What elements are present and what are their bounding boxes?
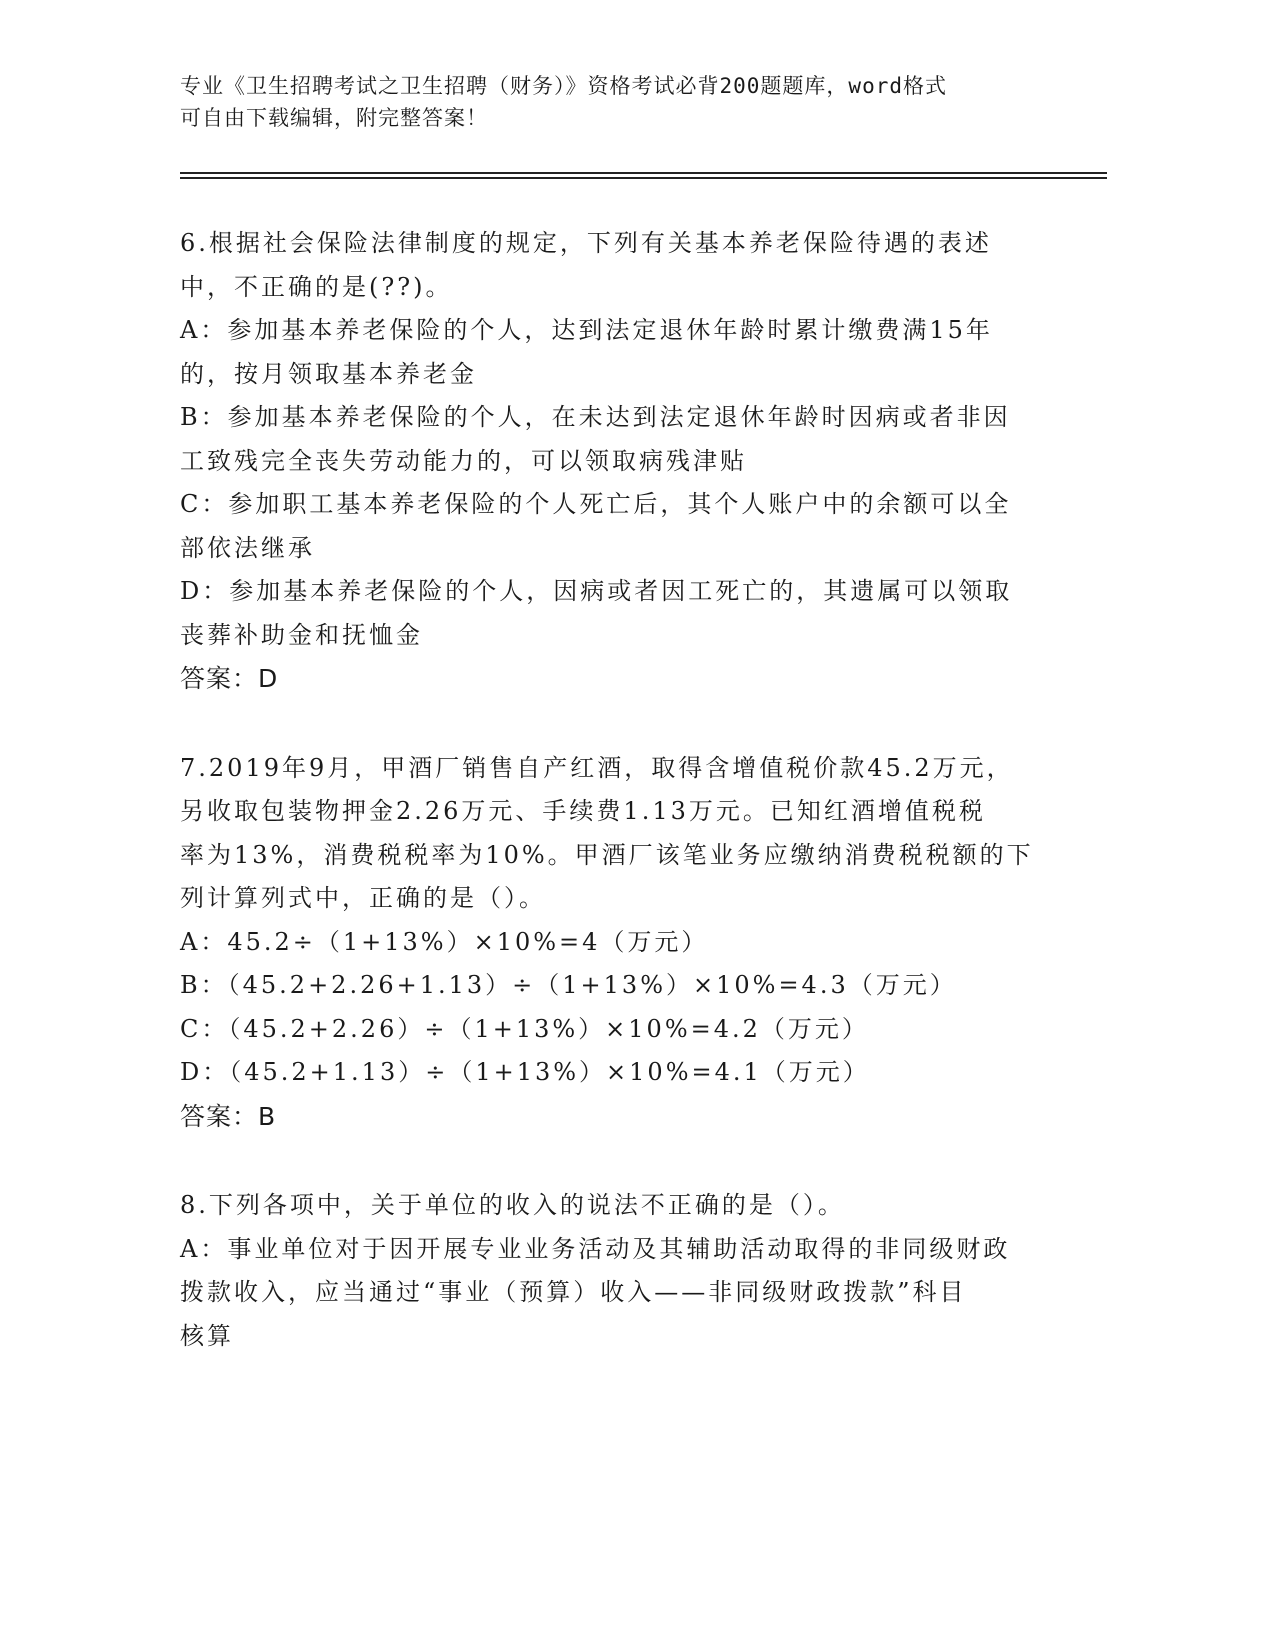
- question-stem-line: 6.根据社会保险法律制度的规定，下列有关基本养老保险待遇的表述: [180, 229, 992, 257]
- option-d: [180, 1051, 1060, 1095]
- option-c: [180, 1008, 1060, 1052]
- option-line: A：参加基本养老保险的个人，达到法定退休年龄时累计缴费满15年: [180, 316, 993, 344]
- option-line: A：事业单位对于因开展专业业务活动及其辅助活动取得的非同级财政: [180, 1234, 1011, 1263]
- question-8: [180, 1184, 1060, 1358]
- option-line: 丧葬补助金和抚恤金: [180, 620, 423, 649]
- header-divider-top: [180, 172, 1107, 174]
- option-line: 核算: [180, 1321, 234, 1350]
- option-line: B：（45.2+2.26+1.13）÷（1+13%）×10%=4.3（万元）: [180, 971, 957, 999]
- option-line: 的，按月领取基本养老金: [180, 359, 477, 388]
- option-line: 部依法继承: [180, 533, 315, 562]
- question-stem-line: 8.下列各项中，关于单位的收入的说法不正确的是（）。: [180, 1191, 845, 1219]
- option-line: 拨款收入，应当通过“事业（预算）收入——非同级财政拨款”科目: [180, 1278, 967, 1306]
- option-b: [180, 396, 1060, 483]
- question-list: [180, 222, 1060, 1404]
- option-a: [180, 921, 1060, 965]
- answer-line: 答案：B: [180, 1101, 277, 1131]
- option-c: [180, 483, 1060, 570]
- question-6: [180, 222, 1060, 701]
- question-stem-line: 列计算列式中，正确的是（）。: [180, 884, 546, 912]
- option-a: [180, 1228, 1060, 1359]
- option-line: C：（45.2+2.26）÷（1+13%）×10%=4.2（万元）: [180, 1014, 869, 1043]
- header-title-line-1: 专业《卫生招聘考试之卫生招聘（财务）》资格考试必背200题题库，word格式: [180, 74, 947, 98]
- option-line: A：45.2÷（1+13%）×10%=4（万元）: [180, 927, 709, 956]
- document-header: [180, 70, 1060, 134]
- option-line: D：（45.2+1.13）÷（1+13%）×10%=4.1（万元）: [180, 1058, 870, 1086]
- option-line: C：参加职工基本养老保险的个人死亡后，其个人账户中的余额可以全: [180, 490, 1012, 518]
- option-line: D：参加基本养老保险的个人，因病或者因工死亡的，其遗属可以领取: [180, 577, 1013, 605]
- question-stem-line: 7.2019年9月，甲酒厂销售自产红酒，取得含增值税价款45.2万元，: [180, 753, 1014, 782]
- header-divider-bottom: [180, 177, 1107, 179]
- option-b: [180, 964, 1060, 1008]
- question-stem-line: 率为13%，消费税税率为10%。甲酒厂该笔业务应缴纳消费税税额的下: [180, 840, 1034, 869]
- option-a: [180, 309, 1060, 396]
- option-line: B：参加基本养老保险的个人，在未达到法定退休年龄时因病或者非因: [180, 403, 1011, 431]
- option-d: [180, 570, 1060, 657]
- question-7: [180, 747, 1060, 1139]
- header-title-line-2: 可自由下载编辑，附完整答案！: [180, 106, 488, 130]
- answer-line: 答案：D: [180, 664, 279, 693]
- option-line: 工致残完全丧失劳动能力的，可以领取病残津贴: [180, 446, 747, 475]
- question-stem-line: 中，不正确的是(??)。: [180, 272, 453, 301]
- question-stem-line: 另收取包装物押金2.26万元、手续费1.13万元。已知红酒增值税税: [180, 797, 986, 825]
